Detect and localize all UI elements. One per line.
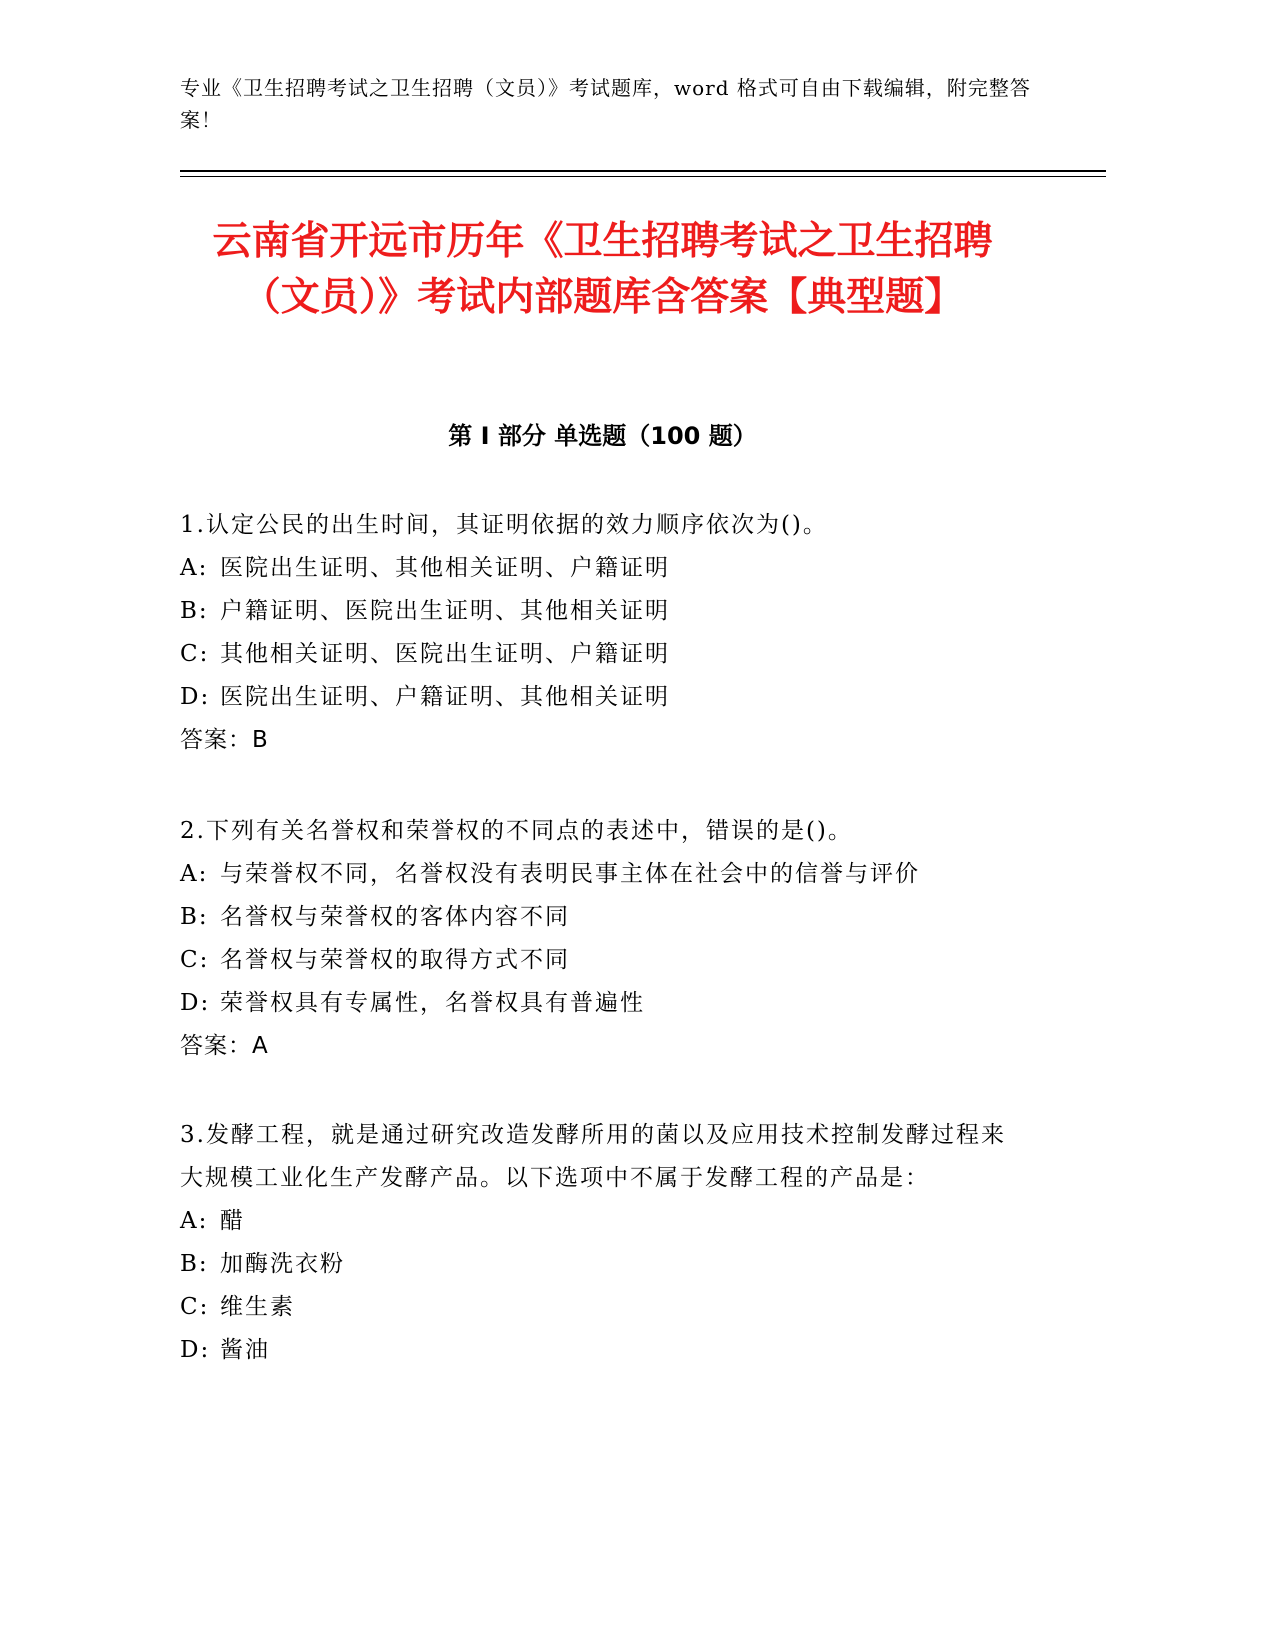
option-d bbox=[180, 982, 1025, 1025]
option-text: 酱油 bbox=[220, 1337, 270, 1363]
option-text: 户籍证明、医院出生证明、其他相关证明 bbox=[220, 598, 670, 624]
document-title: 云南省开远市历年《卫生招聘考试之卫生招聘（文员）》考试内部题库含答案【典型题】 bbox=[212, 219, 993, 320]
question-2 bbox=[180, 810, 1025, 1068]
option-text: 医院出生证明、其他相关证明、户籍证明 bbox=[220, 555, 670, 581]
option-letter: A: bbox=[180, 555, 209, 581]
option-text: 名誉权与荣誉权的取得方式不同 bbox=[220, 947, 570, 973]
section-title: 第 I 部分 单选题（100 题） bbox=[448, 422, 757, 450]
option-text: 与荣誉权不同，名誉权没有表明民事主体在社会中的信誉与评价 bbox=[220, 861, 920, 887]
option-text: 荣誉权具有专属性，名誉权具有普遍性 bbox=[220, 990, 645, 1016]
option-a bbox=[180, 853, 1025, 896]
option-text: 名誉权与荣誉权的客体内容不同 bbox=[220, 904, 570, 930]
option-text: 维生素 bbox=[220, 1294, 295, 1320]
option-text: 其他相关证明、医院出生证明、户籍证明 bbox=[220, 641, 670, 667]
option-a bbox=[180, 1200, 1025, 1243]
option-letter: A: bbox=[180, 1208, 209, 1234]
option-d bbox=[180, 1329, 1025, 1372]
question-3 bbox=[180, 1114, 1025, 1372]
question-stem: 2.下列有关名誉权和荣誉权的不同点的表述中，错误的是()。 bbox=[180, 818, 853, 844]
option-c bbox=[180, 633, 1025, 676]
option-a bbox=[180, 547, 1025, 590]
answer: 答案：B bbox=[180, 727, 269, 753]
option-b bbox=[180, 590, 1025, 633]
option-text: 醋 bbox=[220, 1208, 245, 1234]
option-letter: C: bbox=[180, 947, 210, 973]
header-note: 专业《卫生招聘考试之卫生招聘（文员）》考试题库，word 格式可自由下载编辑，附完整答案！ bbox=[180, 76, 1031, 132]
option-letter: C: bbox=[180, 641, 210, 667]
question-stem: 3.发酵工程，就是通过研究改造发酵所用的菌以及应用技术控制发酵过程来大规模工业化生产发酵产品。以下选项中不属于发酵工程的产品是： bbox=[180, 1122, 1006, 1191]
question-1 bbox=[180, 504, 1025, 762]
option-letter: B: bbox=[180, 598, 209, 624]
option-c bbox=[180, 939, 1025, 982]
option-letter: D: bbox=[180, 990, 211, 1016]
option-letter: D: bbox=[180, 684, 211, 710]
header-rule-thin bbox=[180, 176, 1106, 177]
option-letter: C: bbox=[180, 1294, 210, 1320]
question-stem: 1.认定公民的出生时间，其证明依据的效力顺序依次为()。 bbox=[180, 512, 828, 538]
option-c bbox=[180, 1286, 1025, 1329]
header-rule-thick bbox=[180, 170, 1106, 172]
option-d bbox=[180, 676, 1025, 719]
option-text: 加酶洗衣粉 bbox=[220, 1251, 345, 1277]
option-b bbox=[180, 1243, 1025, 1286]
option-letter: A: bbox=[180, 861, 209, 887]
option-letter: D: bbox=[180, 1337, 211, 1363]
option-letter: B: bbox=[180, 1251, 209, 1277]
option-text: 医院出生证明、户籍证明、其他相关证明 bbox=[220, 684, 670, 710]
option-letter: B: bbox=[180, 904, 209, 930]
option-b bbox=[180, 896, 1025, 939]
answer: 答案：A bbox=[180, 1033, 269, 1059]
